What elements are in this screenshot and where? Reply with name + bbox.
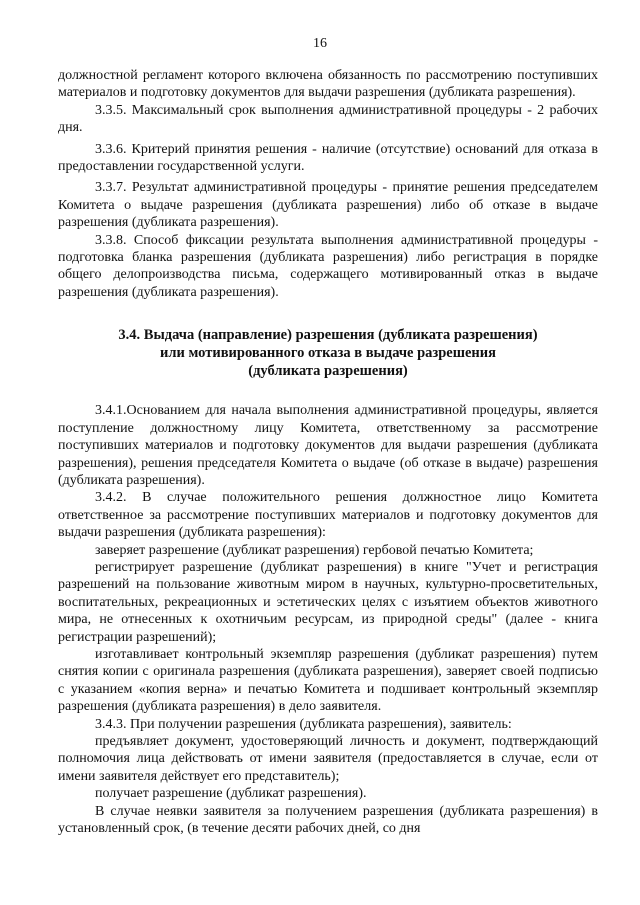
list-item-register: регистрирует разрешение (дубликат разрешения) в книге "Учет и регистрация разрешений на пользование животным миром в научных, культурно-просветительных, воспитательных, рекреационных и эстетических целях с изъятием объектов животного мира, не отнесенных к охотничьим ресурсам, из природной среды" (далее - книга регистрации разрешений); bbox=[58, 559, 598, 645]
paragraph-3-3-7: 3.3.7. Результат административной процедуры - принятие решения председателем Комитета о выдаче разрешения (дубликата разрешения) либо об отказе в выдаче разрешения (дубликата разрешения). bbox=[58, 180, 598, 231]
paragraph-non-appearance: В случае неявки заявителя за получением разрешения (дубликата разрешения) в установленный срок, (в течение десяти рабочих дней, со дня bbox=[58, 803, 598, 837]
paragraph-3-4-3: 3.4.3. При получении разрешения (дубликата разрешения), заявитель: bbox=[95, 716, 512, 732]
section-heading-line: или мотивированного отказа в выдаче разрешения bbox=[160, 345, 496, 362]
list-item-present-documents: предъявляет документ, удостоверяющий личность и документ, подтверждающий полномочия лица действовать от имени заявителя (предоставляется в случае, если от имени заявителя действует его представитель); bbox=[58, 734, 598, 784]
paragraph-3-3-8: 3.3.8. Способ фиксации результата выполнения административной процедуры - подготовка бланка разрешения (дубликата разрешения) либо регистрация в порядке общего делопроизводства письма, содержащего мотивированный отказ в выдаче разрешения (дубликата разрешения). bbox=[58, 232, 598, 300]
section-heading-line: (дубликата разрешения) bbox=[248, 363, 408, 380]
paragraph-3-4-1: 3.4.1.Основанием для начала выполнения административной процедуры, является поступление должностному лицу Комитета, ответственному за рассмотрение поступивших материалов и подготовку документов для выдачи разрешения (дубликата разрешения), решения председателя Комитета о выдаче (об отказе в выдаче) разрешения (дубликата разрешения). bbox=[58, 403, 598, 488]
document-body bbox=[58, 67, 598, 837]
list-item-receive: получает разрешение (дубликат разрешения). bbox=[95, 786, 367, 802]
paragraph-3-4-2: 3.4.2. В случае положительного решения должностное лицо Комитета ответственное за рассмотрение поступивших материалов и подготовку документов для выдачи разрешения (дубликата разрешения): bbox=[58, 490, 598, 541]
section-heading bbox=[58, 326, 598, 380]
paragraph-3-3-5: 3.3.5. Максимальный срок выполнения административной процедуры - 2 рабочих дня. bbox=[58, 102, 598, 136]
page-number: 16 bbox=[313, 36, 327, 51]
paragraph-3-3-6: 3.3.6. Критерий принятия решения - наличие (отсутствие) оснований для отказа в предоставлении государственной услуги. bbox=[58, 141, 598, 175]
paragraph-continuation: должностной регламент которого включена обязанность по рассмотрению поступивших материалов и подготовку документов для выдачи разрешения (дубликата разрешения). bbox=[58, 68, 598, 101]
list-item-certify: заверяет разрешение (дубликат разрешения) гербовой печатью Комитета; bbox=[95, 542, 534, 558]
list-item-control-copy: изготавливает контрольный экземпляр разрешения (дубликат разрешения) путем снятия копии с оригинала разрешения (дубликата разрешения), заверяет своей подписью с указанием «копия верна» и печатью Комитета и подшивает контрольный экземпляр разрешения (дубликата разрешения) в дело заявителя. bbox=[58, 646, 598, 715]
section-heading-line: 3.4. Выдача (направление) разрешения (дубликата разрешения) bbox=[118, 327, 538, 344]
